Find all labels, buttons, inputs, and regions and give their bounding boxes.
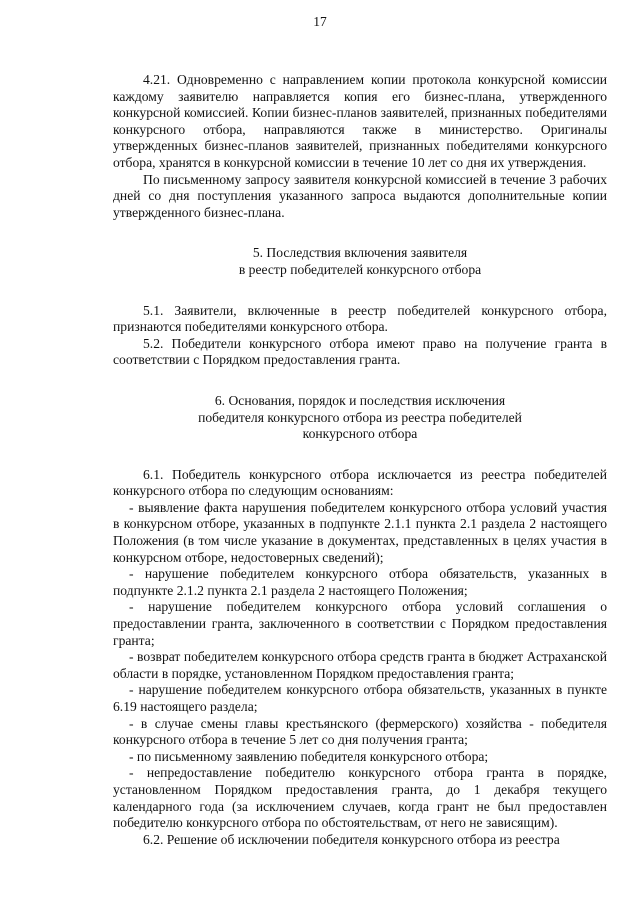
section-6-heading — [113, 393, 607, 443]
section-5-heading-line-2: в реестр победителей конкурсного отбора — [238, 261, 482, 277]
document-body — [113, 72, 607, 848]
list-item: - нарушение победителем конкурсного отбора обязательств, указанных в пункте 6.19 настоящего раздела; — [113, 682, 607, 714]
list-item: - нарушение победителем конкурсного отбора условий соглашения о предоставлении гранта, заключенного в соответствии с Порядком предоставления гранта; — [113, 599, 607, 648]
section-6-heading-line-2: победителя конкурсного отбора из реестра победителей — [198, 409, 522, 425]
list-item: - непредоставление победителю конкурсного отбора гранта в порядке, установленном Порядком предоставления гранта, до 1 декабря текущего календарного года (за исключением случаев, когда грант не был предоставлен победителю конкурсного отбора по обстоятельствам, от него не зависящим). — [113, 765, 607, 831]
paragraph-4-21-additional-copies: По письменному запросу заявителя конкурсной комиссией в течение 3 рабочих дней со дня поступления указанного запроса выдаются дополнительные копии утвержденного бизнес-плана. — [113, 171, 607, 220]
paragraph-5-1: 5.1. Заявители, включенные в реестр победителей конкурсного отбора, признаются победителями конкурсного отбора. — [113, 302, 607, 335]
list-item: - возврат победителем конкурсного отбора средств гранта в бюджет Астраханской области в порядке, установленном Порядком предоставления гранта; — [113, 649, 607, 681]
section-6-heading-line-3: конкурсного отбора — [302, 426, 418, 442]
page-number: 17 — [313, 14, 327, 29]
section-6-heading-line-1: 6. Основания, порядок и последствия исключения — [214, 392, 506, 408]
list-item: - выявление факта нарушения победителем конкурсного отбора условий участия в конкурсном отборе, указанных в подпункте 2.1.1 пункта 2.1 раздела 2 настоящего Положения (в том числе указание в документах, представленных в целях участия в конкурсном отборе, недостоверных сведений); — [113, 499, 607, 565]
list-item: - нарушение победителем конкурсного отбора обязательств, указанных в подпункте 2.1.2 пункта 2.1 раздела 2 настоящего Положения; — [113, 566, 607, 598]
paragraph-4-21: 4.21. Одновременно с направлением копии протокола конкурсной комиссии каждому заявителю направляется копия его бизнес-плана, утвержденного конкурсной комиссией. Копии бизнес-планов заявителей, признанных победителями конкурсного отбора, направляются также в министерство. Оригиналы утвержденных бизнес-планов заявителей, признанных победителями конкурсного отбора, хранятся в конкурсной комиссии в течение 10 лет со дня их утверждения. — [113, 72, 607, 170]
list-item: - в случае смены главы крестьянского (фермерского) хозяйства - победителя конкурсного отбора в течение 5 лет со дня получения гранта; — [113, 715, 607, 748]
list-item: - по письменному заявлению победителя конкурсного отбора; — [129, 748, 489, 764]
section-5-heading-line-1: 5. Последствия включения заявителя — [252, 245, 468, 261]
section-5-heading — [113, 245, 607, 278]
paragraph-6-1: 6.1. Победитель конкурсного отбора исключается из реестра победителей конкурсного отбора по следующим основаниям: — [113, 466, 607, 499]
paragraph-5-2: 5.2. Победители конкурсного отбора имеют право на получение гранта в соответствии с Порядком предоставления гранта. — [113, 335, 607, 368]
paragraph-6-2: 6.2. Решение об исключении победителя конкурсного отбора из реестра — [143, 831, 560, 847]
